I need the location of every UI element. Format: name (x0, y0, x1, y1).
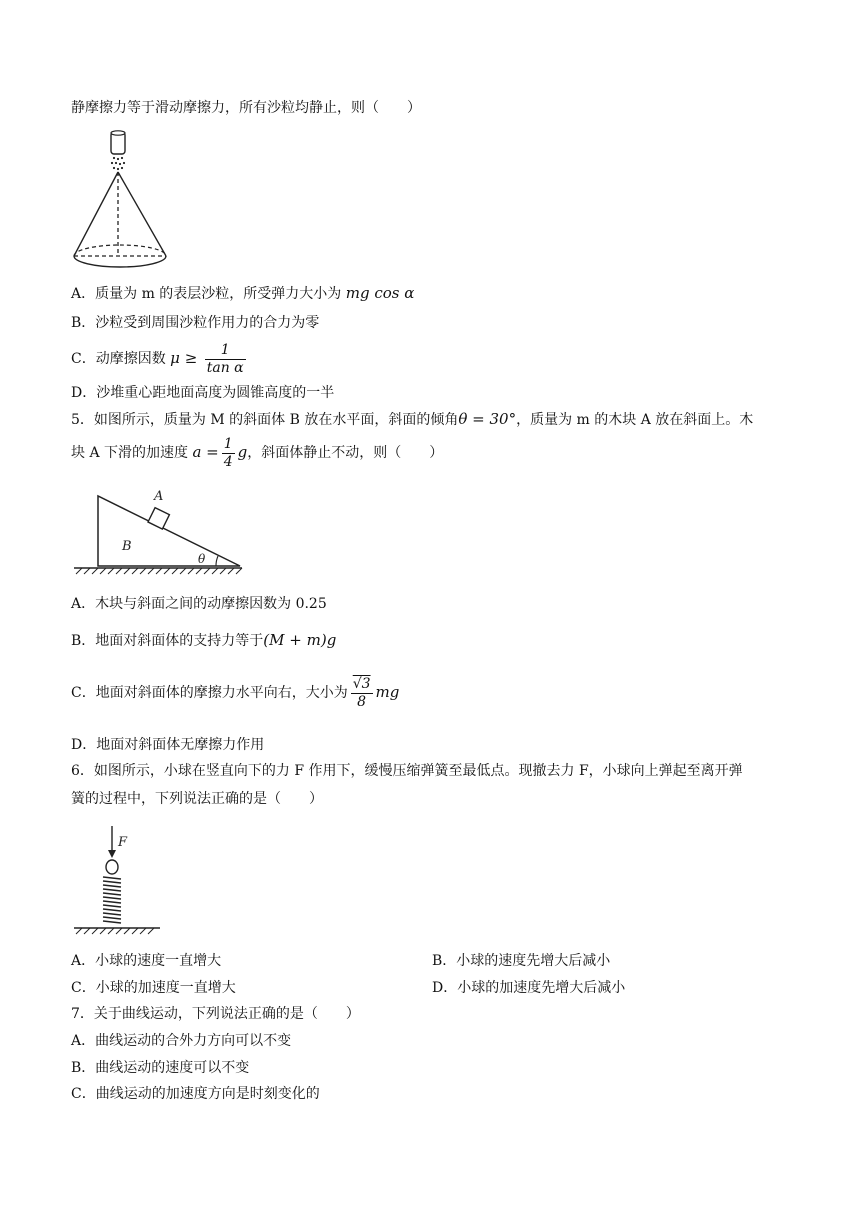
label-f: F (118, 835, 128, 850)
q7-option-c: C．曲线运动的加速度方向是时刻变化的 (71, 1086, 320, 1102)
q4-option-d: D．沙堆重心距地面高度为圆锥高度的一半 (71, 385, 335, 401)
q6-option-c: C．小球的加速度一直增大 (71, 980, 236, 996)
q4-option-c: C．动摩擦因数 μ ≥ $\frac{1}{\text{tan α}}$ (71, 341, 244, 376)
q5-option-a: A．木块与斜面之间的动摩擦因数为 0.25 (71, 596, 327, 612)
q6-option-d: D．小球的加速度先增大后减小 (432, 980, 626, 996)
q6-option-a: A．小球的速度一直增大 (71, 953, 222, 969)
spring-figure (72, 822, 162, 940)
q4-option-b: B．沙粒受到周围沙粒作用力的合力为零 (71, 315, 320, 331)
sand-cone-figure (70, 128, 190, 276)
q5-option-d: D．地面对斜面体无摩擦力作用 (71, 737, 265, 753)
fraction: $\frac{1}{4}$ (223, 435, 233, 470)
q5-stem-line2: 块 A 下滑的加速度 a = $\frac{1}{4}$ g，斜面体静止不动，则（ ） (71, 435, 444, 470)
q6-stem-line1: 6．如图所示，小球在竖直向下的力 F 作用下，缓慢压缩弹簧至最低点。现撤去力 F，小球向上弹起至离开弹 (71, 763, 743, 779)
q4-option-a: A．质量为 m 的表层沙粒，所受弹力大小为 mg cos α (71, 284, 415, 302)
q5-option-b: B．地面对斜面体的支持力等于(M + m)g (71, 631, 337, 649)
q7-option-b: B．曲线运动的速度可以不变 (71, 1060, 250, 1076)
label-a: A (154, 489, 164, 504)
q5-option-c: C．地面对斜面体的摩擦力水平向右，大小为 $\frac{√3}{8}$ mg (71, 675, 400, 710)
fraction: $\frac{1}{\text{tan α}}$ (206, 341, 244, 376)
q7-stem: 7．关于曲线运动，下列说法正确的是（ ） (71, 1006, 360, 1022)
q4-stem: 静摩擦力等于滑动摩擦力，所有沙粒均静止，则（ ） (71, 100, 421, 116)
q7-option-a: A．曲线运动的合外力方向可以不变 (71, 1033, 292, 1049)
q6-stem-line2: 簧的过程中，下列说法正确的是（ ） (71, 791, 323, 807)
label-theta: θ (198, 552, 206, 566)
q5-stem-line1: 5．如图所示，质量为 M 的斜面体 B 放在水平面，斜面的倾角θ = 30°，质量为 m 的木块 A 放在斜面上。木 (71, 410, 754, 428)
incline-figure (70, 484, 246, 578)
label-b: B (122, 539, 132, 554)
fraction: $\frac{√3}{8}$ (352, 675, 371, 710)
q6-option-b: B．小球的速度先增大后减小 (432, 953, 611, 969)
